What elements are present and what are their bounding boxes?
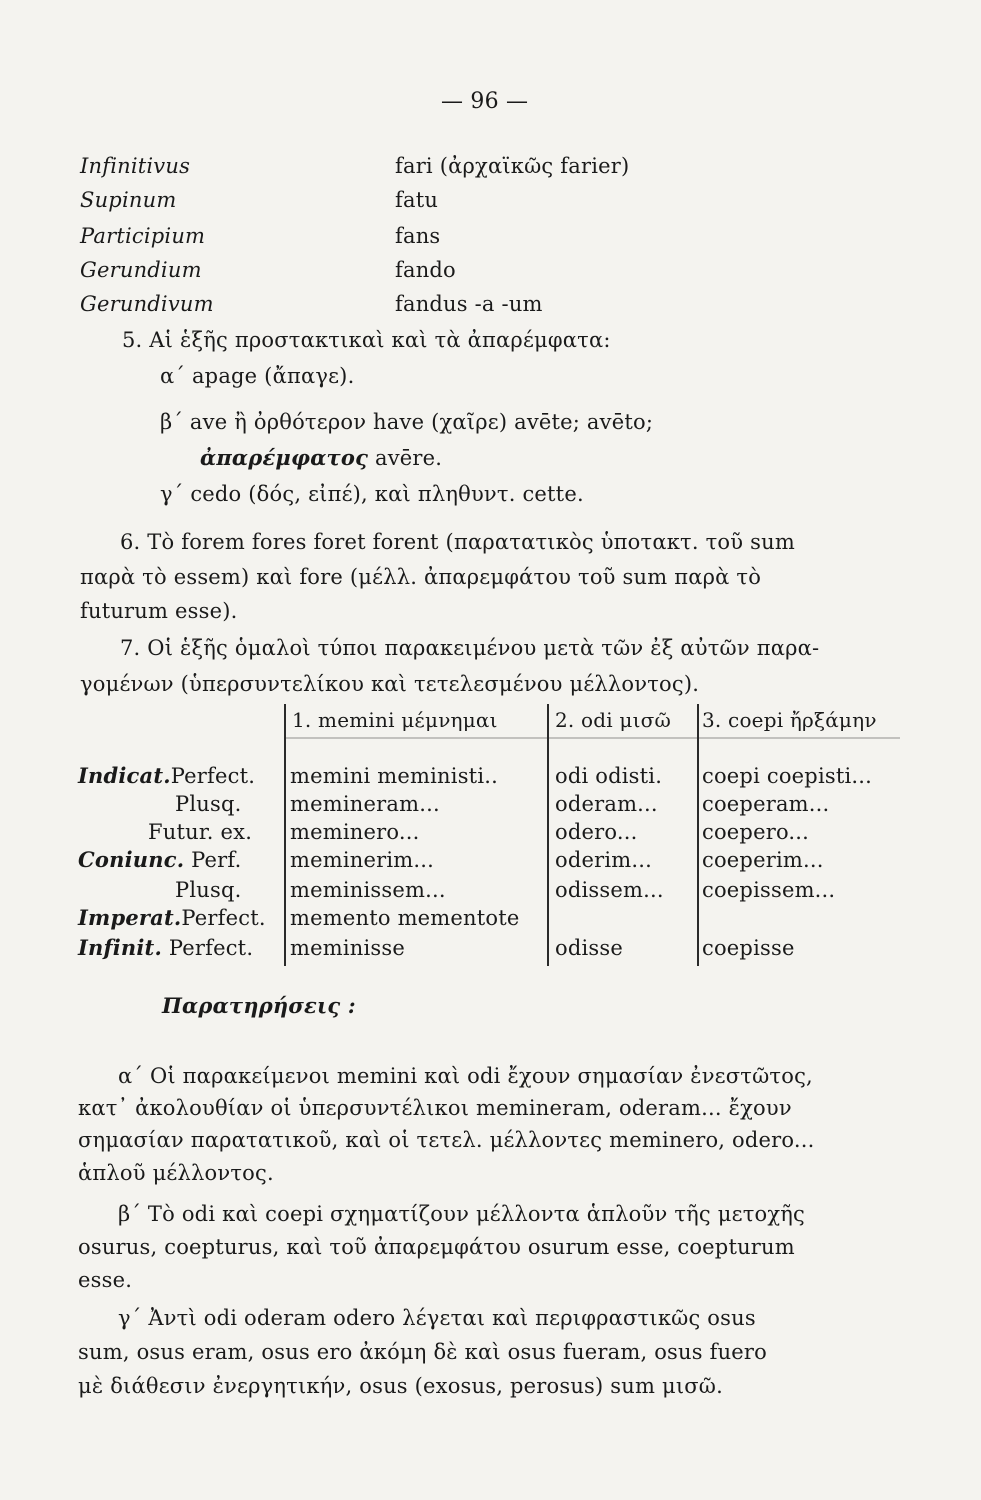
- row-label-tense: Perfect.: [170, 764, 256, 788]
- row-label: [78, 934, 253, 962]
- observation-gamma-line: γ΄ Ἀντὶ odi oderam odero λέγεται καὶ περιφραστικῶς osus: [118, 1306, 756, 1330]
- observation-beta-line: esse.: [78, 1268, 133, 1292]
- row-label-mood: Indicat.: [78, 763, 171, 788]
- table-cell: memento mementote: [290, 906, 520, 930]
- row-label-mood: Coniunc.: [78, 847, 185, 872]
- table-cell: memini meministi..: [290, 764, 498, 788]
- section7-line: γομένων (ὑπερσυντελίκου καὶ τετελεσμένου μέλλοντος).: [80, 672, 700, 696]
- form-label: Supinum: [80, 188, 177, 212]
- table-cell: oderam...: [555, 792, 658, 816]
- observation-alpha-line: κατ᾽ ἀκολουθίαν οἱ ὑπερσυντέλικοι memineram, oderam... ἔχουν: [78, 1096, 792, 1120]
- form-value: fatu: [395, 188, 439, 212]
- table-cell: oderim...: [555, 848, 653, 872]
- form-label: Gerundium: [80, 258, 202, 282]
- table-cell: coeperim...: [702, 848, 824, 872]
- page-number: — 96 —: [441, 89, 529, 114]
- observations-heading: Παρατηρήσεις :: [162, 993, 356, 1018]
- observation-alpha-line: α΄ Οἱ παρακείμενοι memini καὶ odi ἔχουν σημασίαν ἐνεστῶτος,: [118, 1064, 813, 1088]
- table-divider: [547, 704, 549, 966]
- table-cell: odissem...: [555, 878, 664, 902]
- table-divider: [284, 704, 286, 966]
- section5-beta-infinitive: [200, 444, 442, 472]
- table-header: 2. odi μισῶ: [555, 708, 672, 732]
- table-cell: coepissem...: [702, 878, 836, 902]
- table-cell: meminisse: [290, 936, 405, 960]
- table-cell: odisse: [555, 936, 623, 960]
- row-label: [78, 904, 266, 932]
- table-cell: coeperam...: [702, 792, 830, 816]
- section6-line: futurum esse).: [80, 599, 238, 623]
- form-value: fari (ἀρχαϊκῶς farier): [395, 154, 630, 178]
- infinitive-label: ἀπαρέμφατος: [200, 445, 369, 470]
- row-label-tense: Futur. ex.: [148, 820, 253, 844]
- form-label: Infinitivus: [80, 154, 191, 178]
- table-cell: memineram...: [290, 792, 440, 816]
- row-label-tense: Perfect.: [168, 936, 254, 960]
- form-value: fandus -a -um: [395, 292, 543, 316]
- table-cell: odero...: [555, 820, 638, 844]
- table-rule: [284, 737, 900, 739]
- row-label: [78, 762, 255, 790]
- form-label: Gerundivum: [80, 292, 214, 316]
- observation-alpha-line: σημασίαν παρατατικοῦ, καὶ οἱ τετελ. μέλλοντες meminero, odero...: [78, 1128, 815, 1152]
- row-label-mood: Imperat.: [78, 905, 182, 930]
- row-label-tense: Plusq.: [175, 878, 242, 902]
- observation-beta-line: β΄ Τὸ odi καὶ coepi σχηματίζουν μέλλοντα ἁπλοῦν τῆς μετοχῆς: [118, 1202, 806, 1226]
- form-value: fans: [395, 224, 441, 248]
- form-label: Participium: [80, 224, 206, 248]
- section5-beta: β΄ ave ἢ ὀρθότερον have (χαῖρε) avēte; avēto;: [160, 410, 654, 434]
- observation-gamma-line: sum, osus eram, osus ero ἀκόμη δὲ καὶ osus fueram, osus fuero: [78, 1340, 767, 1364]
- form-value: fando: [395, 258, 456, 282]
- section6-line: παρὰ τὸ essem) καὶ fore (μέλλ. ἀπαρεμφάτου τοῦ sum παρὰ τὸ: [80, 565, 762, 589]
- section5-gamma: γ΄ cedo (δός, εἰπέ), καὶ πληθυντ. cette.: [160, 482, 584, 506]
- table-cell: meminissem...: [290, 878, 446, 902]
- observation-gamma-line: μὲ διάθεσιν ἐνεργητικήν, osus (exosus, perosus) sum μισῶ.: [78, 1374, 723, 1398]
- table-cell: coepi coepisti...: [702, 764, 873, 788]
- row-label: [78, 846, 241, 874]
- table-cell: coepisse: [702, 936, 795, 960]
- observation-alpha-line: ἁπλοῦ μέλλοντος.: [78, 1161, 274, 1185]
- table-header: 3. coepi ἤρξάμην: [702, 708, 877, 732]
- table-header: 1. memini μέμνημαι: [292, 708, 498, 732]
- row-label-mood: Infinit.: [78, 935, 162, 960]
- table-cell: odi odisti.: [555, 764, 663, 788]
- table-cell: coepero...: [702, 820, 810, 844]
- table-cell: meminerim...: [290, 848, 435, 872]
- row-label-tense: Perf.: [191, 848, 242, 872]
- table-cell: meminero...: [290, 820, 420, 844]
- observation-beta-line: osurus, coepturus, καὶ τοῦ ἀπαρεμφάτου osurum esse, coepturum: [78, 1235, 795, 1259]
- section6-line: 6. Τὸ forem fores foret forent (παρατατικὸς ὑποτακτ. τοῦ sum: [120, 530, 795, 554]
- row-label-tense: Perfect.: [181, 906, 266, 930]
- row-label-tense: Plusq.: [175, 792, 242, 816]
- infinitive-value: avēre.: [374, 446, 443, 470]
- section7-line: 7. Οἱ ἑξῆς ὁμαλοὶ τύποι παρακειμένου μετὰ τῶν ἐξ αὐτῶν παρα-: [120, 636, 820, 660]
- section5-alpha: α΄ apage (ἄπαγε).: [160, 364, 355, 388]
- section5-heading: 5. Αἱ ἑξῆς προστακτικαὶ καὶ τὰ ἀπαρέμφατα:: [122, 328, 611, 352]
- table-divider: [697, 704, 699, 966]
